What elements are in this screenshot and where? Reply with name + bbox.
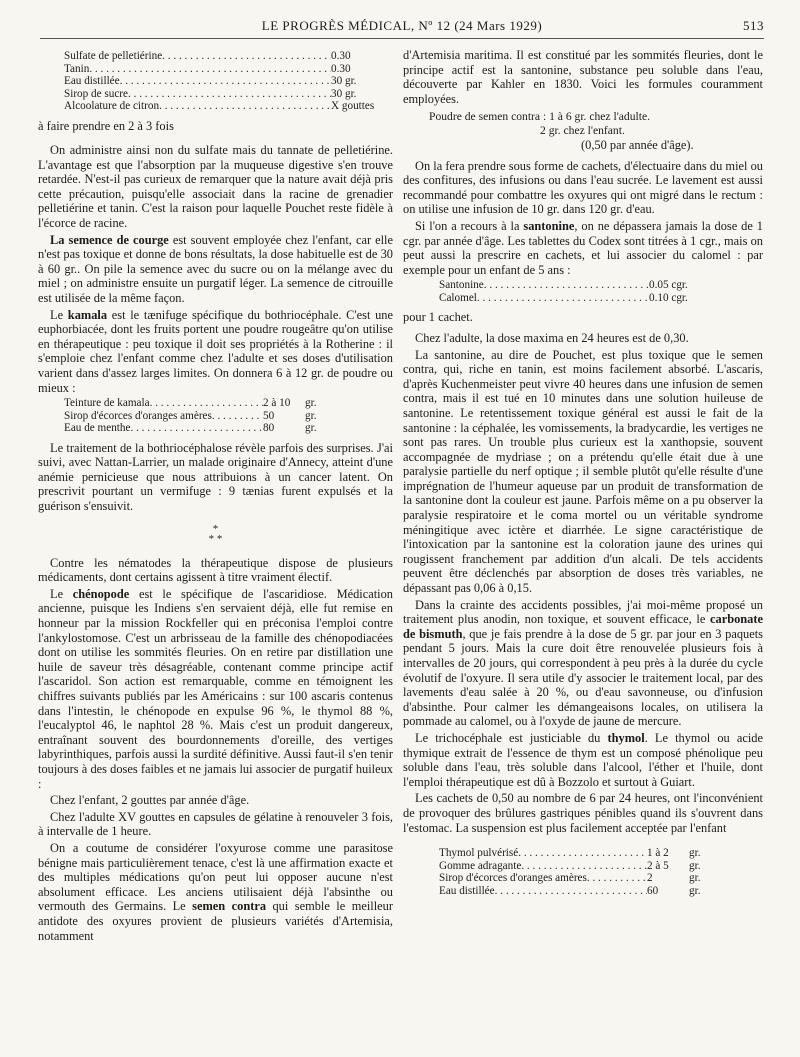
drug-term: chénopode <box>72 586 130 601</box>
prescription-line: Sirop d'écorces d'oranges amères . . . 50 gr. <box>64 410 347 423</box>
left-column <box>38 48 393 945</box>
dot-leader <box>518 847 647 860</box>
paragraph: Dans la crainte des accidents possibles, j'ai moi-même proposé un traitement plus anodin, non toxique, et souvent efficace, le carbonate de bismuth, que je fais prendre à la dose de 5 gr. par jour en 3 paquets pendant 5 jours. Mais la cure doit être renouvelée plusieurs fois à intervalles de 20 jours, qui correspondent à peu près à la durée du cycle évolutif de l'oxyure. Il sera utile d'y associer le traitement local, par des lavements d'eau salée à 20 %, ou d'eau savonneuse, ou d'infusion d'absinthe. Pour calmer les démangeaisons locales, on utilisera la pommade au calomel, ou à l'oxyde de jaune de mercure. <box>403 597 764 729</box>
running-title: LE PROGRÈS MÉDICAL, Nº 12 (24 Mars 1929) <box>261 18 543 33</box>
dot-leader <box>495 885 647 898</box>
page-header <box>40 14 764 39</box>
prescription-line: Alcoolature de citron . . . X gouttes <box>64 100 393 113</box>
paragraph: La semence de courge est souvent employée chez l'enfant, car elle n'est pas toxique et donne de bons résultats, la dose habituelle est de 30 à 60 gr.. On pile la semence avec du sucre ou on la mélange avec du miel ; on administre ensuite un purgatif léger. La semence de citrouille est utilisée de la même façon. <box>38 232 393 306</box>
dot-leader <box>212 410 263 423</box>
prescription-line: Gomme adragante . . . 2 à 5 gr. <box>439 860 723 873</box>
dot-leader <box>587 872 647 885</box>
dot-leader <box>159 100 331 113</box>
prescription-line: Eau distillée . . . 60 gr. <box>439 885 723 898</box>
paragraph: Chez l'adulte, la dose maxima en 24 heures est de 0,30. <box>415 330 689 345</box>
paragraph: Chez l'adulte XV gouttes en capsules de gélatine à renouveler 3 fois, à intervalle de 1 heure. <box>38 809 393 839</box>
prescription-pelletierine <box>38 50 393 113</box>
prescription-line: Teinture de kamala . . . 2 à 10 gr. <box>64 397 347 410</box>
prescription-line: Eau distillée . . . 30 gr. <box>64 75 393 88</box>
drug-term: semen contra <box>192 899 267 914</box>
dot-leader <box>477 292 649 305</box>
dot-leader <box>128 88 331 101</box>
paragraph: La santonine, au dire de Pouchet, est plus toxique que le semen contra, qui, riche en tanin, est moins facilement absorbé. L'ascaris, d'après Kuchenmeister peut vivre 40 heures dans une infusion de semen contra, mais il est tué en 10 minutes dans une solution huileuse de santonine. Le retentissement toxique général est aussi le fait de la santonine : la céphalée, les vomissements, la bradycardie, les vertiges ne sont pas rares. Un trouble plus curieux est la xanthopsie, souvent accompagnée de mydriase ; on a prétendu qu'elle était due à une paralysie partielle du nerf optique ; il semble plutôt qu'elle résulte d'une imprégnation de l'humeur aqueuse par un produit de transformation de la santonine dont la couleur est jaune. Parfois même on a pu observer la paralysie respiratoire et le coma mortel ou un véritable syndrome méningitique avec ictère et diarrhée. Le signe caractéristique de l'intoxication par la santonine est la coloration jaune des urines qui rougissent franchement par addition d'un alcali. De tels accidents peuvent être déclenchés par absorption de doses très variables, ne dépassant pas 0,06 à 0,15. <box>403 347 763 596</box>
dot-leader <box>130 422 263 435</box>
prescription-line: Santonine . . . 0.05 cgr. <box>439 279 723 292</box>
prescription-line: Sirop de sucre . . . 30 gr. <box>64 88 393 101</box>
prescription-line: Eau de menthe . . . 80 gr. <box>64 422 347 435</box>
paragraph: Si l'on a recours à la santonine, on ne dépassera jamais la dose de 1 cgr. par année d'âge. Les tablettes du Codex sont titrées à 1 cgr., mais on peut aussi la prescrire en cachets, et lui associer du calomel : par exemple pour un enfant de 5 ans : <box>403 218 763 277</box>
prescription-santonine <box>403 279 763 304</box>
drug-term: La semence de courge <box>50 232 169 247</box>
paragraph: Le trichocéphale est justiciable du thymol. Le thymol ou acide thymique extrait de l'essence de thym est un composé phénolique peu soluble dans l'eau, très soluble dans l'alcool, l'éther et l'huile, dont l'emploi thérapeutique est dû à Bozzolo et surtout à Guiart. <box>403 730 763 789</box>
dot-leader <box>521 860 647 873</box>
paragraph: Les cachets de 0,50 au nombre de 6 par 24 heures, ont l'inconvénient de provoquer des brûlures gastriques pénibles quand ils s'ouvrent dans l'estomac. La suspension est plus facilement acceptée par l'enfant <box>403 791 763 835</box>
prescription-line: Thymol pulvérisé . . . 1 à 2 gr. <box>439 847 723 860</box>
paragraph: On administre ainsi non du sulfate mais du tannate de pelletiérine. L'avantage est que l'absorption par la muqueuse digestive s'en trouve retardée. N'est-il pas curieux de remarquer que la nature avait déjà pris cette précaution, puisqu'elle associait dans la racine de grenadier pelletiérine et tanin. C'est la raison pour laquelle Pouchet reste fidèle à l'écorce de racine. <box>38 143 393 231</box>
paragraph: On la fera prendre sous forme de cachets, d'électuaire dans du miel ou des confitures, des infusions ou dans l'eau sucrée. Le lavement est aussi recommandé pour combattre les oxyures qui ont migré dans le rectum : on utilise une infusion de 10 gr. dans 120 gr. d'eau. <box>403 158 763 217</box>
paragraph: d'Artemisia maritima. Il est constitué par les sommités fleuries, dont le principe actif est la santonine, substance peu soluble dans l'eau, découverte par Kahler en 1830. Voici les formules couramment employées. <box>403 48 763 106</box>
prescription-line: Sulfate de pelletiérine . . . 0.30 <box>64 50 393 63</box>
prescription-note: pour 1 cachet. <box>403 310 473 325</box>
drug-term: carbonate de bismuth <box>403 612 763 641</box>
dot-leader <box>89 63 331 76</box>
prescription-thymol <box>403 847 763 897</box>
dose-block-semen-contra: Poudre de semen contra : 1 à 6 gr. chez l'adulte. 2 gr. chez l'enfant. (0,50 par année d'âge). <box>429 110 694 153</box>
paragraph: Le traitement de la bothriocéphalose révèle parfois des surprises. J'ai suivi, avec Nattan-Larrier, un malade originaire d'Annecy, atteint d'une anémie pernicieuse que nous attribuions à un cancer latent. On prescrivit pourtant un vermifuge : 9 tænias furent expulsés et la guérison s'ensuivit. <box>38 440 393 514</box>
drug-term: santonine <box>523 218 575 233</box>
prescription-line: Sirop d'écorces d'oranges amères . . . 2 gr. <box>439 872 723 885</box>
dot-leader <box>120 75 331 88</box>
paragraph: Contre les nématodes la thérapeutique dispose de plusieurs médicaments, dont certains agissent à titre vraiment électif. <box>38 555 393 585</box>
dot-leader <box>162 50 331 63</box>
prescription-line: Calomel . . . 0.10 cgr. <box>439 292 723 305</box>
right-column <box>403 48 763 903</box>
drug-term: thymol <box>607 730 645 745</box>
prescription-kamala <box>38 397 393 435</box>
paragraph: Chez l'enfant, 2 gouttes par année d'âge. <box>50 793 250 808</box>
dot-leader <box>484 279 649 292</box>
paragraph: Le chénopode est le spécifique de l'ascaridiose. Médication ancienne, puisque les Indiens s'en servaient déjà, elle fut remise en honneur par la mission Rockfeller qui en préconisa l'emploi contre l'ankylostomose. C'est un arbrisseau de la famille des chénopodiacées dont on utilise les sommités fleuries. On en retire par distillation une huile de saveur très désagréable, contenant comme principe actif l'ascaridol. Son action est remarquable, comme en témoignent les chiffres suivants publiés par les Américains : sur 100 ascaris contenus dans l'intestin, le chénopode en expulse 96 %, le thymol 88 %, l'eucalyptol 46, le naphtol 28 %. Mais c'est un produit dangereux, entraînant souvent des bourdonnements d'oreille, des vertiges labyrinthiques, parfois aussi la surdité définitive. Aussi faut-il s'en tenir toujours à des doses faibles et ne jamais lui associer de purgatif huileux : <box>38 586 394 791</box>
paragraph: On a coutume de considérer l'oxyurose comme une parasitose bénigne mais particulièrement tenace, c'est là une affirmation exacte et des multiples médications qu'on peut lui opposer aucune n'est absolument efficace. Les anciens utilisaient déjà l'absinthe ou vermouth des Germains. Le semen contra qui semble le meilleur antidote des oxyures provient de plusieurs variétés d'Artemisia, notamment <box>38 840 393 943</box>
prescription-line: Tanin . . . 0.30 <box>64 63 393 76</box>
prescription-note: à faire prendre en 2 à 3 fois <box>38 118 174 133</box>
paragraph: Le kamala est le tænifuge spécifique du bothriocéphale. C'est une euphorbiacée, dont les fruits portent une poudre rougeâtre qu'on utilise en thérapeutique : peu toxique il doit ses propriétés à la Rotherine : il s'emploie chez l'enfant comme chez l'adulte et ses doses d'utilisation varient dans d'assez larges limites. On donnera 6 à 12 gr. de poudre ou mieux : <box>38 307 394 395</box>
dot-leader <box>150 397 263 410</box>
drug-term: kamala <box>67 307 108 322</box>
section-asterism: * * * <box>208 522 223 545</box>
page-number: 513 <box>743 18 764 33</box>
